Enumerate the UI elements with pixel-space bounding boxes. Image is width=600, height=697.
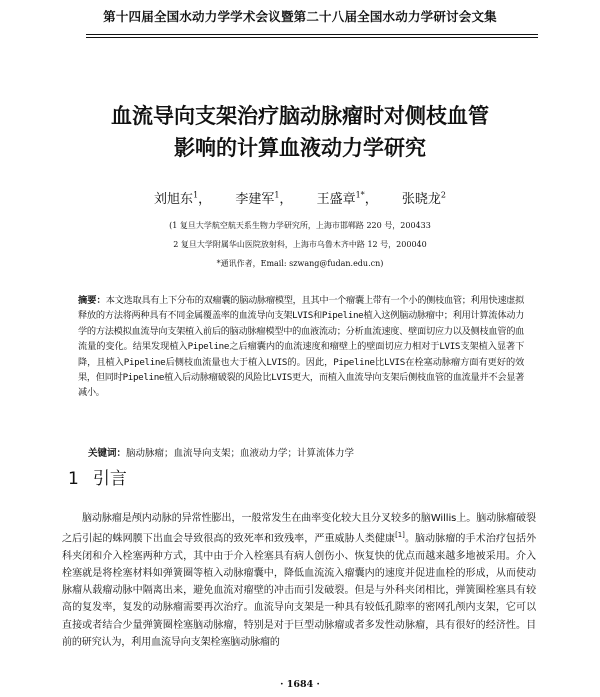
section-number: 1	[68, 469, 79, 489]
paper-title	[40, 100, 560, 164]
header-rule-thin	[86, 37, 538, 38]
section-heading	[68, 466, 127, 492]
author: 李建军$^1$，	[235, 191, 293, 208]
section-title: 引言	[92, 469, 127, 489]
author: 王盛章$^{1*}$，	[316, 191, 378, 208]
abstract	[78, 293, 524, 401]
title-line-2: 影响的计算血液动力学研究	[174, 136, 426, 160]
citation: [1]	[395, 531, 405, 540]
header-rule	[86, 34, 538, 35]
body-text-part-2: 。脑动脉瘤的手术治疗包括外科夹闭和介入栓塞两种方式，其中由于介入栓塞具有病人创伤小、恢复快的优点而越来越多地被采用。介入栓塞就是将栓塞材料如弹簧圈等植入动脉瘤囊中，降低血流流入瘤囊内的速度并促进血栓的形成，从而使动脉瘤从载瘤动脉中隔离出来，避免血流对瘤壁的冲击而引发破裂。但是与外科夹闭相比，弹簧圈栓塞具有较高的复发率，复发的动脉瘤需要再次治疗。血流导向支架是一种具有较低孔隙率的密网孔颅内支架，它可以直接或者结合少量弹簧圈栓塞脑动脉瘤，特别是对于巨型动脉瘤或者多发性动脉瘤，具有很好的经济性。目前的研究认为，利用血流导向支架栓塞脑动脉瘤的	[62, 533, 537, 648]
corresponding-author: *通讯作者，Email: szwang@fudan.edu.cn)	[216, 259, 384, 268]
keywords-label: 关键词：	[88, 448, 127, 459]
affiliation-2: 2 复旦大学附属华山医院放射科，上海市乌鲁木齐中路 12 号，200040	[173, 240, 427, 249]
title-line-1: 血流导向支架治疗脑动脉瘤时对侧枝血管	[111, 104, 489, 128]
keywords	[88, 447, 528, 461]
author-list	[0, 187, 600, 209]
abstract-text: 本文选取具有上下分布的双瘤囊的脑动脉瘤模型，且其中一个瘤囊上带有一个小的侧枝血管；利用快速虚拟释放的方法将两种具有不同金属覆盖率的血流导向支架LVIS和Pipeline植入这例脑动脉瘤中；利用计算流体动力学的方法模拟血流导向支架植入前后的脑动脉瘤模型中的血液流动；分析血流速度、壁面切应力以及侧枝血管的血流量的变化。结果发现植入Pipeline之后瘤囊内的血流速度和瘤壁上的壁面切应力相对于LVIS支架植入显著下降，且植入Pipeline后侧枝血流量也大于植入LVIS的。因此，Pipeline比LVIS在栓塞动脉瘤方面有更好的效果，但同时Pipeline植入后动脉瘤破裂的风险比LVIS更大，而植入血流导向支架后侧枝血管的血流量并不会显著减小。	[78, 295, 524, 399]
abstract-label: 摘要：	[78, 295, 106, 306]
body-text-part-1: 脑动脉瘤是颅内动脉的异常性膨出，一般常发生在曲率变化较大且分叉较多的脑Willis上。脑动脉瘤破裂之后引起的蛛网膜下出血会导致很高的致死率和致残率，严重威胁人类健康	[62, 513, 536, 545]
author: 刘旭东$^1$，	[154, 191, 212, 208]
page-number: · 1684 ·	[280, 679, 320, 690]
body-paragraph	[62, 510, 536, 651]
keywords-text: 脑动脉瘤；血流导向支架；血液动力学；计算流体力学	[126, 448, 355, 459]
running-header: 第十四届全国水动力学学术会议暨第二十八届全国水动力学研讨会文集	[103, 9, 497, 24]
author: 张晓龙$^2$	[401, 191, 446, 208]
affiliation-1: (1 复旦大学航空航天系生物力学研究所，上海市邯郸路 220 号，200433	[169, 221, 431, 230]
